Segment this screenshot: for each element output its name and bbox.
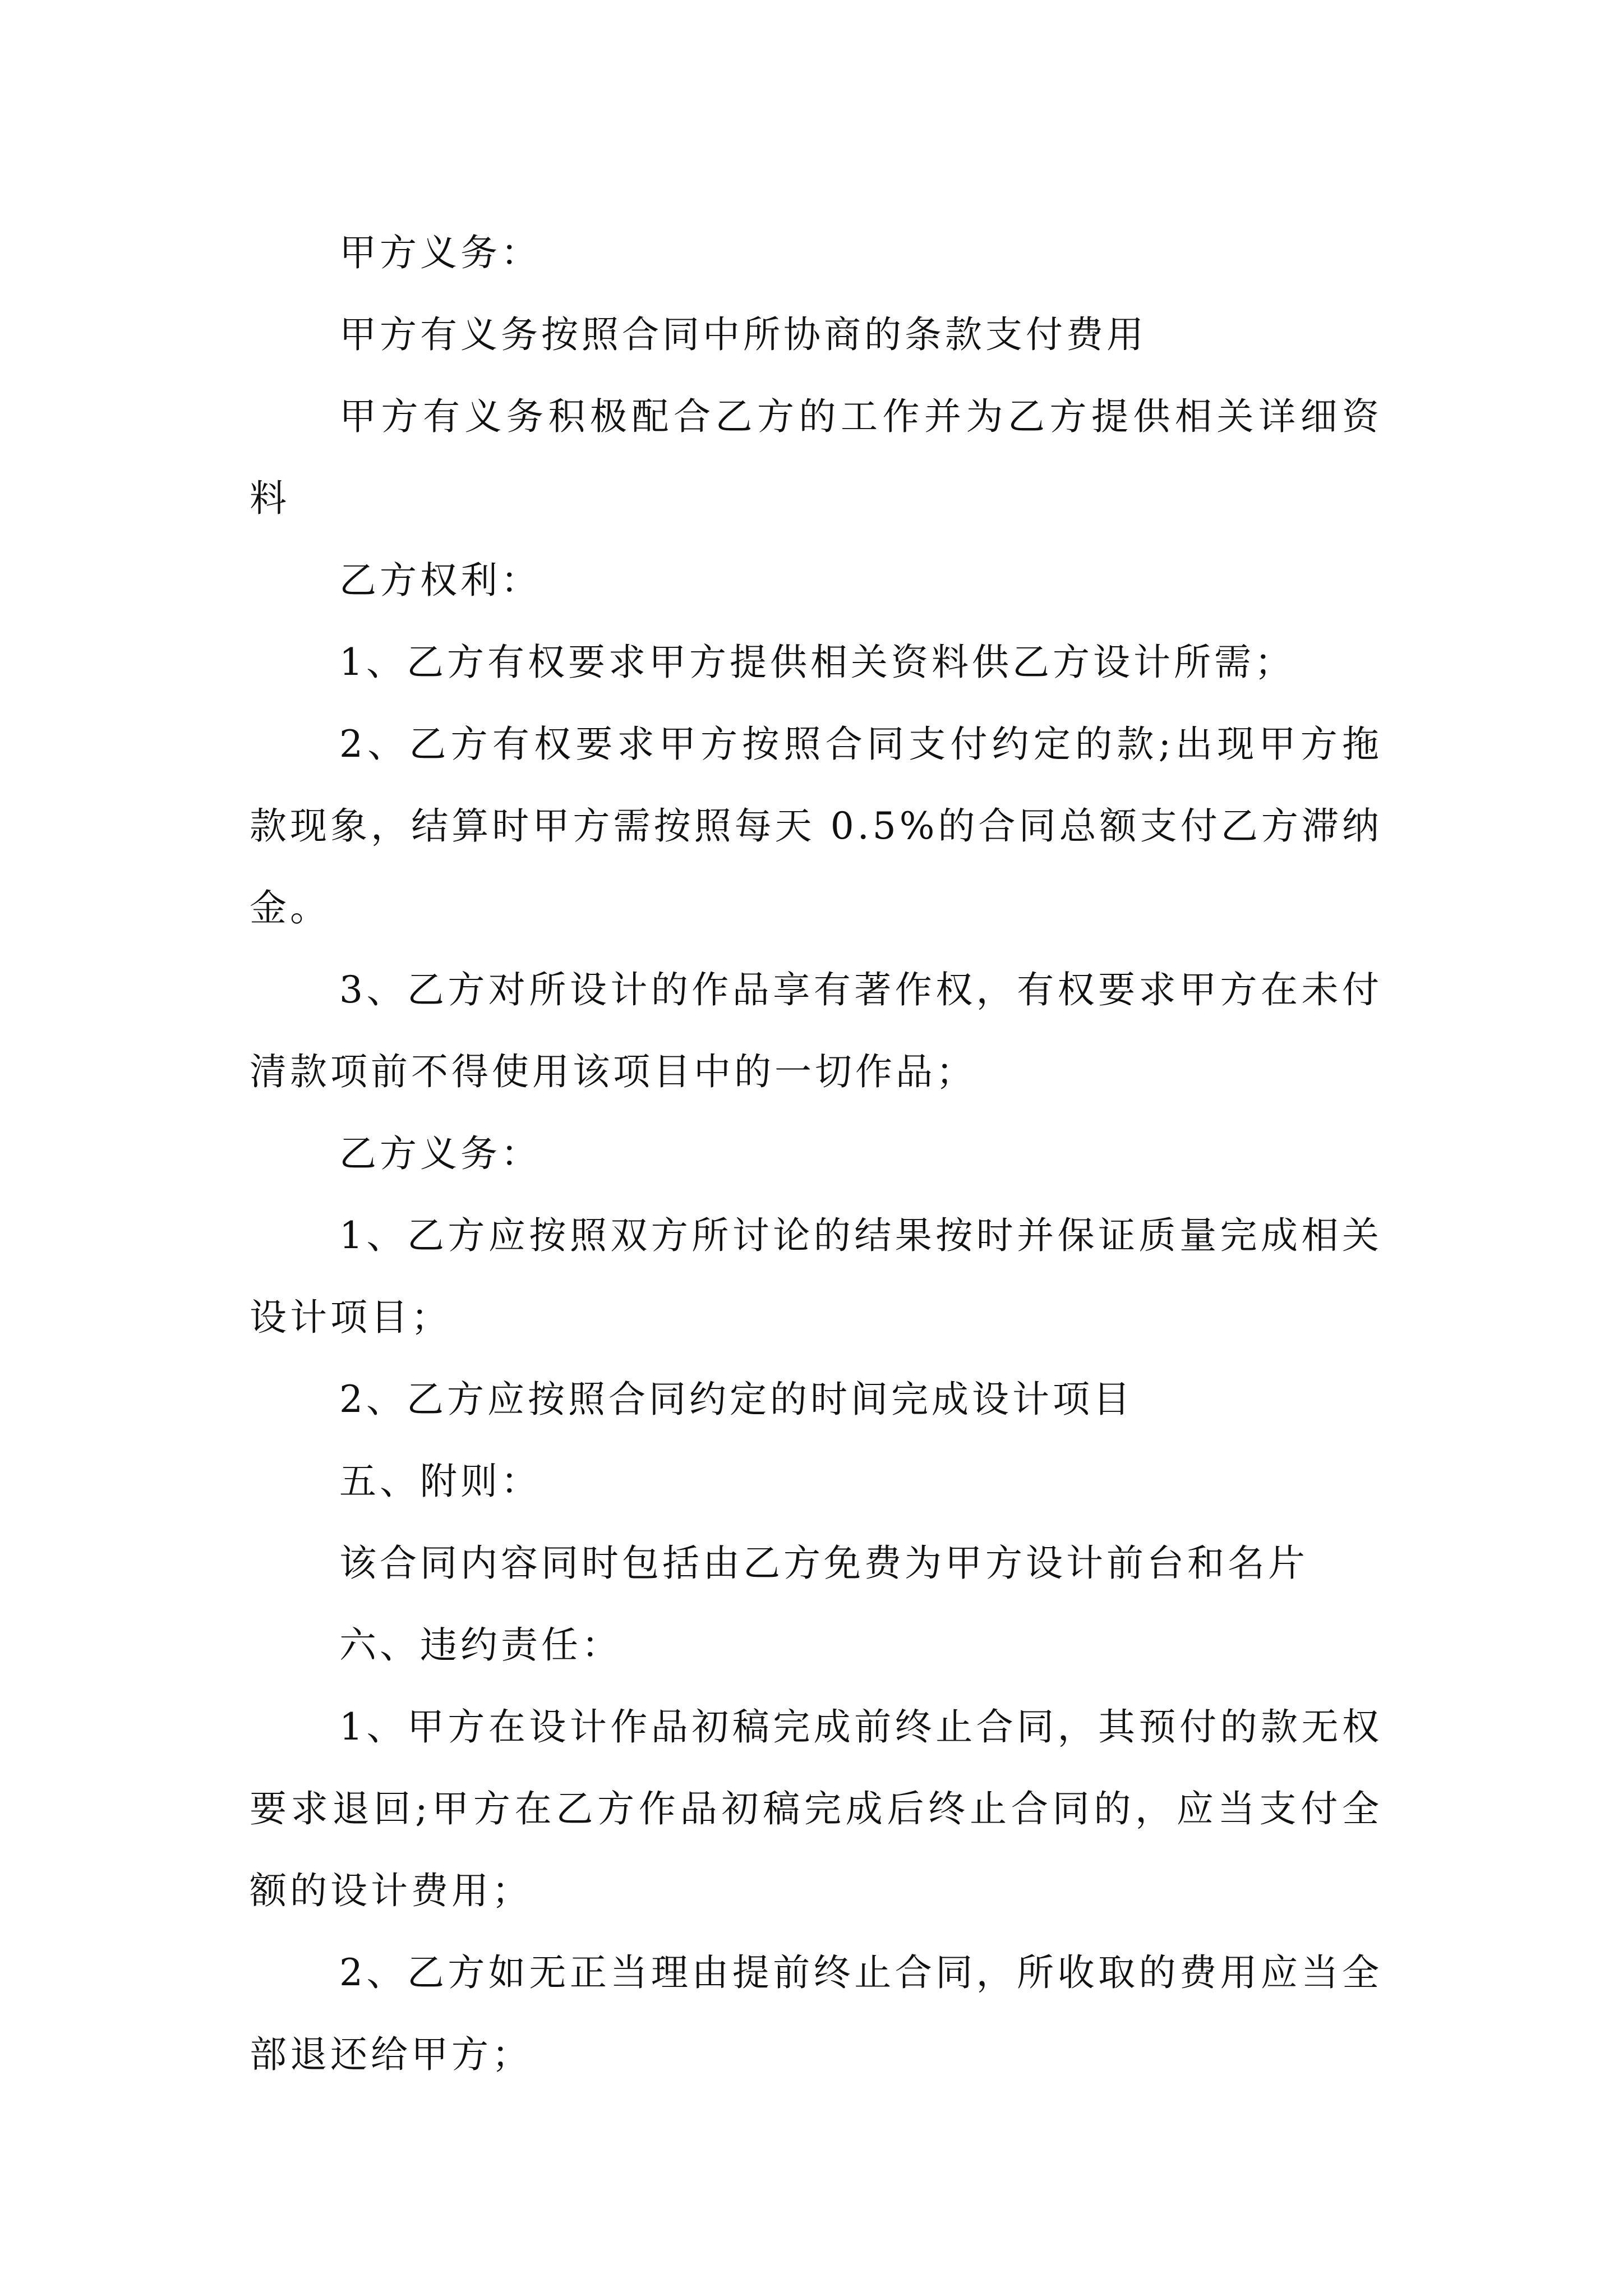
paragraph-breach-clause-1: 1、甲方在设计作品初稿完成前终止合同，其预付的款无权要求退回;甲方在乙方作品初稿完成后终止合同的，应当支付全额的设计费用； — [250, 1705, 1382, 1912]
paragraph-breach-heading: 六、违约责任： — [339, 1623, 622, 1667]
paragraph-party-b-obligation-1: 1、乙方应按照双方所讨论的结果按时并保证质量完成相关设计项目； — [250, 1214, 1382, 1339]
paragraph-supplementary-heading: 五、附则： — [339, 1460, 541, 1503]
paragraph-supplementary-clause: 该合同内容同时包括由乙方免费为甲方设计前台和名片 — [339, 1542, 1308, 1585]
paragraph-party-a-obligation-1: 甲方有义务按照合同中所协商的条款支付费用 — [339, 313, 1147, 356]
paragraph-party-b-rights-heading: 乙方权利： — [339, 559, 541, 602]
document-body — [250, 212, 1382, 2096]
paragraph-party-b-right-3: 3、乙方对所设计的作品享有著作权，有权要求甲方在未付清款项前不得使用该项目中的一切作品； — [250, 968, 1382, 1093]
paragraph-party-b-right-2: 2、乙方有权要求甲方按照合同支付约定的款;出现甲方拖款现象，结算时甲方需按照每天 0.5%的合同总额支付乙方滞纳金。 — [250, 723, 1382, 930]
paragraph-party-a-obligation-2: 甲方有义务积极配合乙方的工作并为乙方提供相关详细资料 — [250, 395, 1382, 520]
paragraph-party-b-obligations-heading: 乙方义务： — [339, 1132, 541, 1175]
paragraph-party-b-right-1: 1、乙方有权要求甲方提供相关资料供乙方设计所需； — [339, 641, 1295, 684]
paragraph-party-a-obligations-heading: 甲方义务： — [339, 231, 541, 274]
paragraph-breach-clause-2: 2、乙方如无正当理由提前终止合同，所收取的费用应当全部退还给甲方； — [250, 1951, 1382, 2076]
paragraph-party-b-obligation-2: 2、乙方应按照合同约定的时间完成设计项目 — [339, 1378, 1133, 1421]
